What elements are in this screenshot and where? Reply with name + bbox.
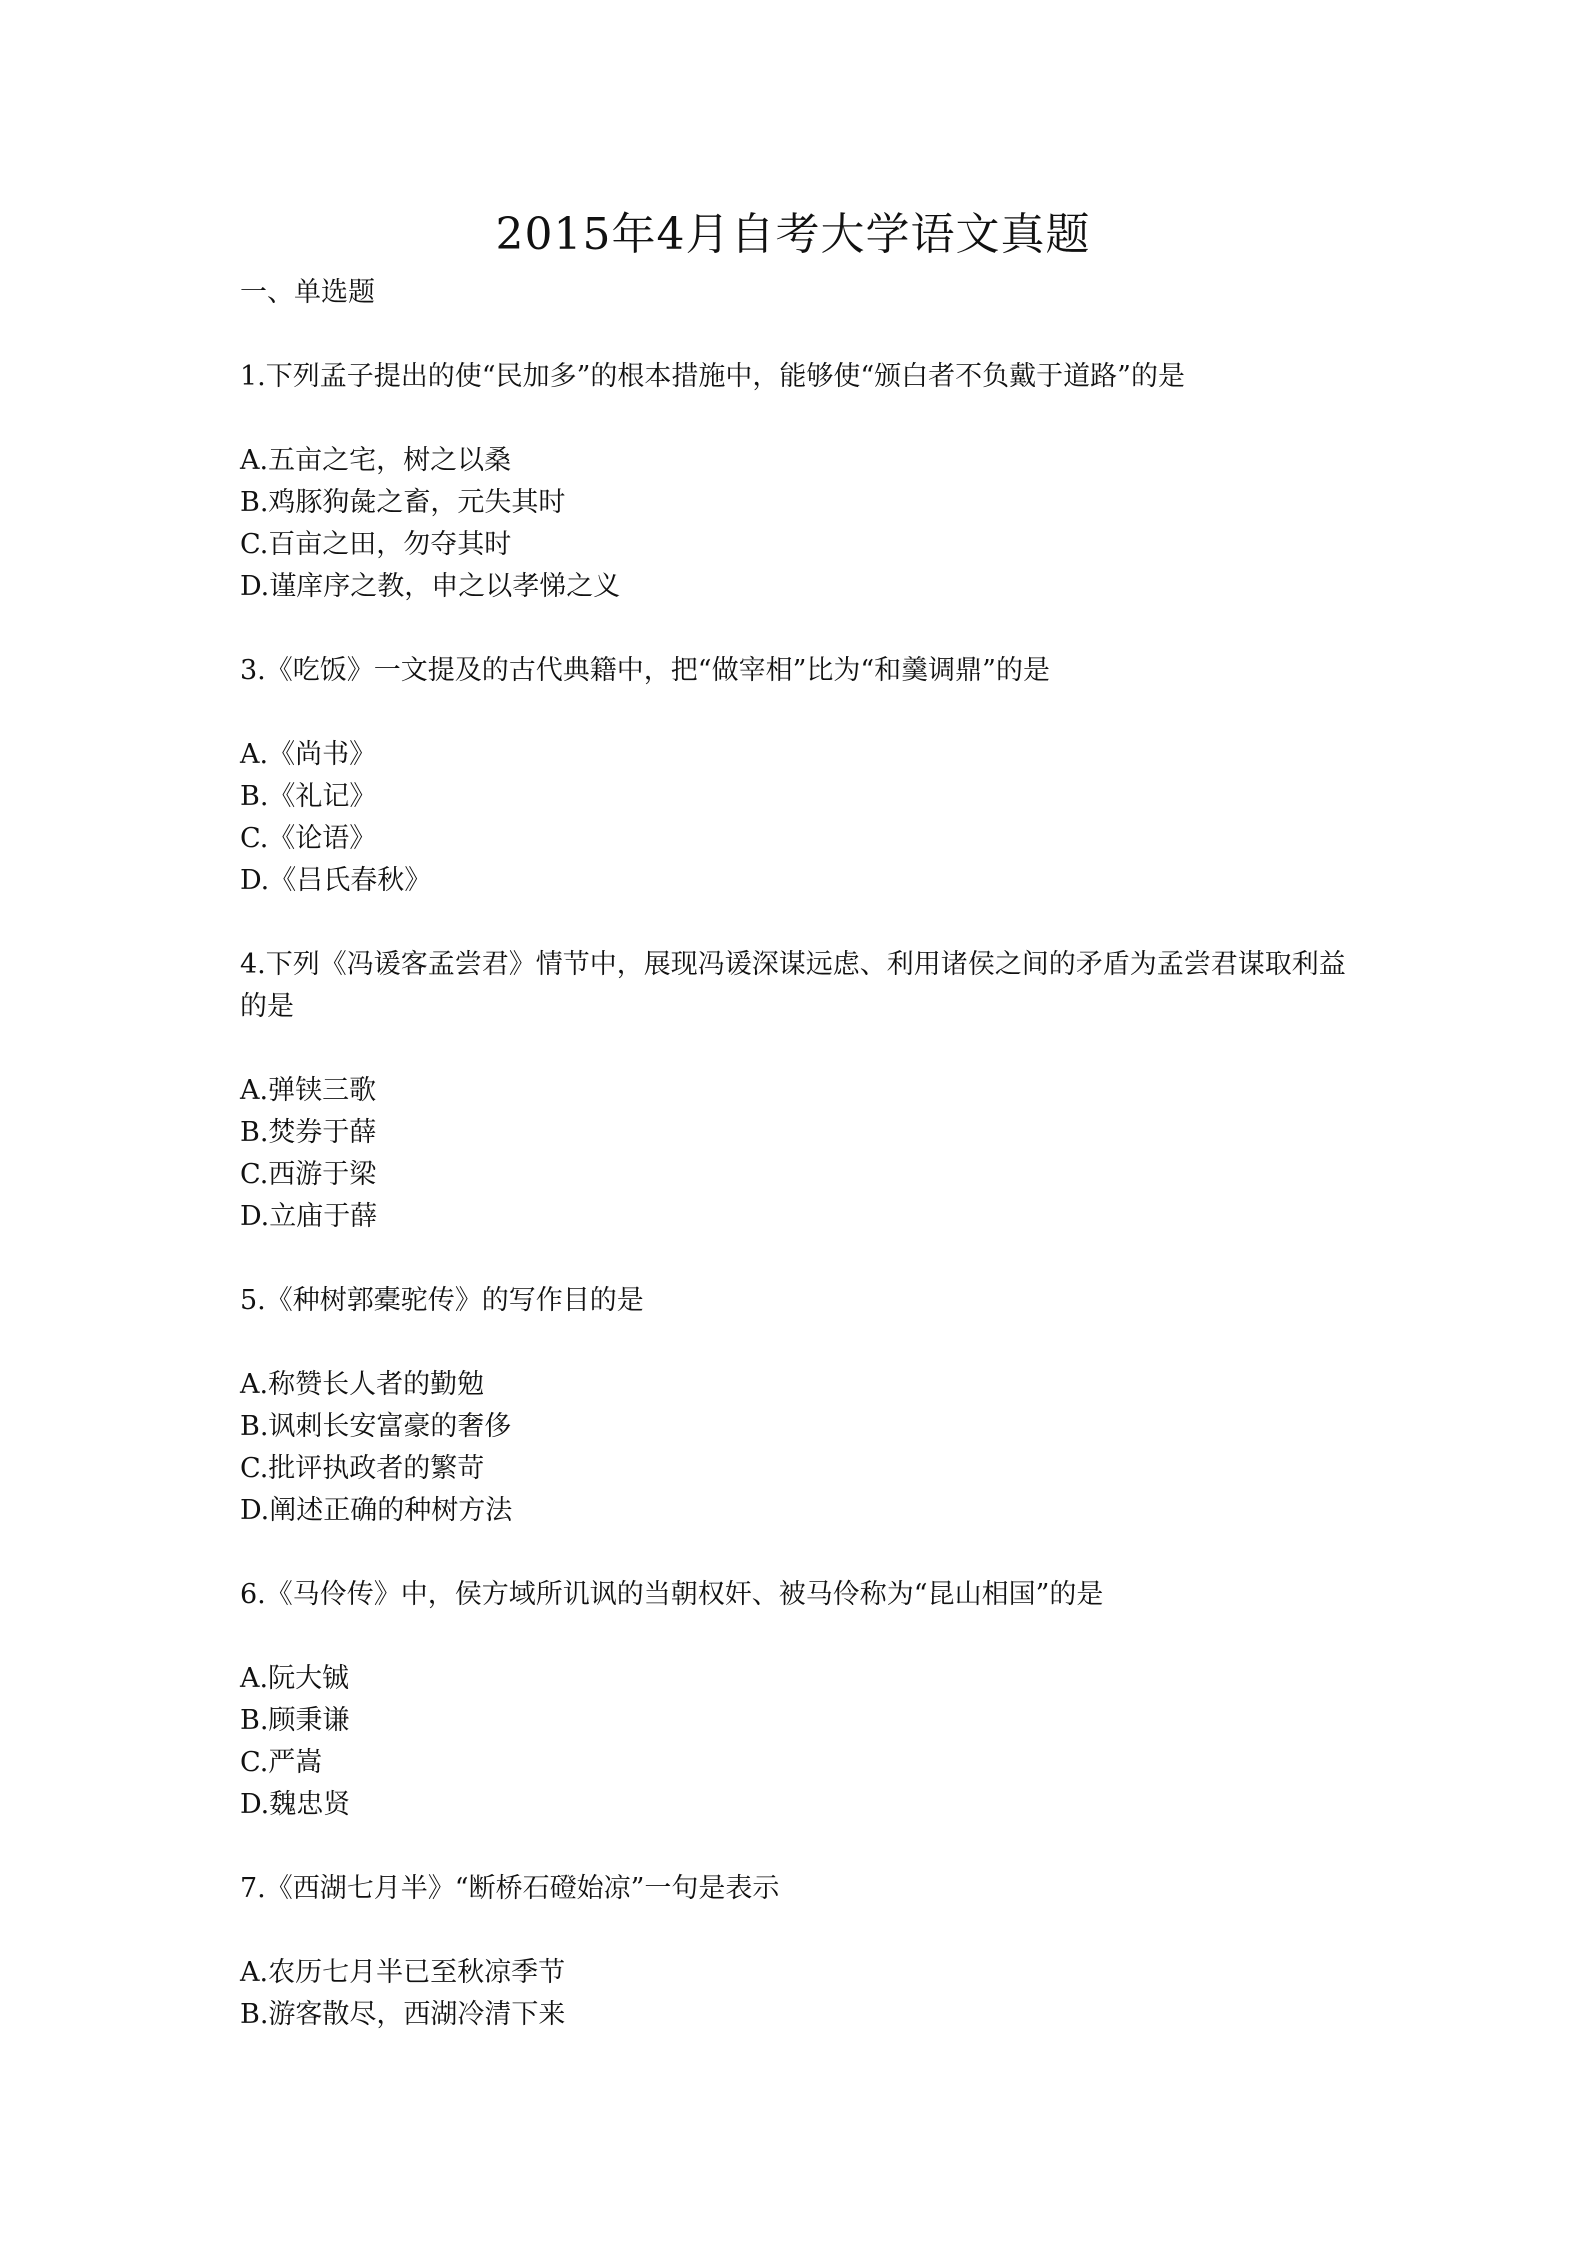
section-heading: 一、单选题 — [240, 277, 375, 308]
question-4 — [240, 944, 1360, 1238]
question-stem: 7.《西湖七月半》“断桥石磴始凉”一句是表示 — [240, 1873, 780, 1904]
option-a: A.农历七月半已至秋凉季节 — [240, 1957, 566, 1988]
option-c: C.严嵩 — [240, 1747, 323, 1778]
question-1 — [240, 356, 1360, 608]
option-c: C.《论语》 — [240, 823, 377, 854]
question-stem: 5.《种树郭橐驼传》的写作目的是 — [240, 1285, 644, 1316]
option-b: B.焚券于薛 — [240, 1117, 377, 1148]
option-b: B.鸡豚狗彘之畜，元失其时 — [240, 487, 566, 518]
option-b: B.讽刺长安富豪的奢侈 — [240, 1411, 512, 1442]
option-d: D.谨庠序之教，申之以孝悌之义 — [240, 571, 621, 602]
option-b: B.游客散尽，西湖冷清下来 — [240, 1999, 566, 2030]
option-b: B.《礼记》 — [240, 781, 377, 812]
question-7 — [240, 1868, 1360, 2036]
question-3 — [240, 650, 1360, 902]
option-a: A.称赞长人者的勤勉 — [240, 1369, 485, 1400]
document-body — [240, 272, 1360, 2078]
question-stem: 6.《马伶传》中，侯方域所讥讽的当朝权奸、被马伶称为“昆山相国”的是 — [240, 1579, 1104, 1610]
option-a: A.五亩之宅，树之以桑 — [240, 445, 512, 476]
option-d: D.立庙于薛 — [240, 1201, 378, 1232]
question-6 — [240, 1574, 1360, 1826]
question-stem: 4.下列《冯谖客孟尝君》情节中，展现冯谖深谋远虑、利用诸侯之间的矛盾为孟尝君谋取利益的是 — [240, 949, 1346, 1022]
option-a: A.阮大铖 — [240, 1663, 350, 1694]
option-c: C.百亩之田，勿夺其时 — [240, 529, 512, 560]
option-d: D.魏忠贤 — [240, 1789, 351, 1820]
document-title: 2015年4月自考大学语文真题 — [495, 209, 1091, 260]
question-stem: 3.《吃饭》一文提及的古代典籍中，把“做宰相”比为“和羹调鼎”的是 — [240, 655, 1050, 686]
option-a: A.《尚书》 — [240, 739, 377, 770]
option-d: D.阐述正确的种树方法 — [240, 1495, 513, 1526]
option-b: B.顾秉谦 — [240, 1705, 350, 1736]
option-d: D.《吕氏春秋》 — [240, 865, 432, 896]
question-stem: 1.下列孟子提出的使“民加多”的根本措施中，能够使“颁白者不负戴于道路”的是 — [240, 361, 1185, 392]
question-5 — [240, 1280, 1360, 1532]
option-c: C.批评执政者的繁苛 — [240, 1453, 485, 1484]
option-c: C.西游于梁 — [240, 1159, 377, 1190]
option-a: A.弹铗三歌 — [240, 1075, 377, 1106]
